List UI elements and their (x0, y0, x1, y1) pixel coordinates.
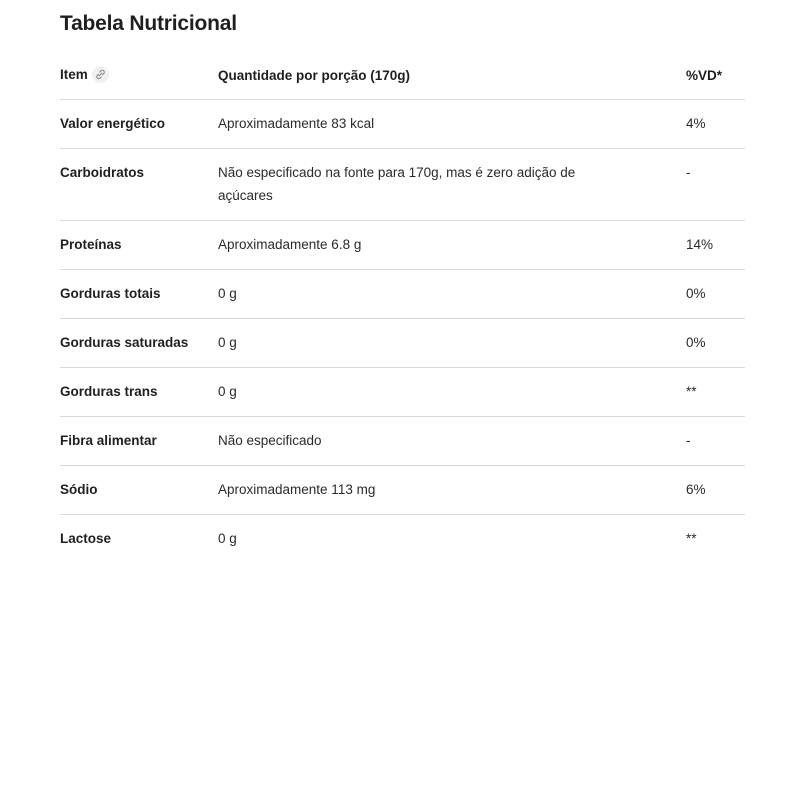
row-item-name: Lactose (60, 531, 112, 546)
row-quantity: 0 g (218, 368, 686, 417)
row-daily-value: - (686, 417, 745, 466)
row-item-name: Gorduras saturadas (60, 319, 218, 368)
row-item-name: Carboidratos (60, 149, 218, 221)
table-row (60, 515, 745, 564)
row-item-name: Gorduras totais (60, 270, 218, 319)
column-header-item (60, 52, 218, 100)
column-header-dv: %VD* (686, 52, 745, 100)
table-row (60, 100, 745, 149)
nutrition-table (60, 52, 745, 563)
table-header-row (60, 52, 745, 100)
row-item-name: Fibra alimentar (60, 417, 218, 466)
table-row (60, 417, 745, 466)
column-header-item-label: Item (60, 67, 88, 83)
row-quantity: 0 g (218, 531, 237, 546)
row-quantity: 0 g (218, 319, 686, 368)
row-quantity: Aproximadamente 6.8 g (218, 221, 686, 270)
table-row (60, 149, 745, 221)
column-header-quantity: Quantidade por porção (170g) (218, 52, 686, 100)
table-row (60, 466, 745, 515)
row-daily-value: 0% (686, 319, 745, 368)
table-row (60, 221, 745, 270)
table-row (60, 319, 745, 368)
link-icon[interactable] (92, 66, 109, 83)
row-daily-value: ** (686, 368, 745, 417)
row-daily-value: 4% (686, 100, 745, 149)
row-quantity: Aproximadamente 113 mg (218, 466, 686, 515)
row-daily-value: 14% (686, 221, 745, 270)
row-item-name: Valor energético (60, 100, 218, 149)
row-quantity: Não especificado (218, 417, 686, 466)
row-daily-value: 6% (686, 466, 745, 515)
row-quantity: 0 g (218, 270, 686, 319)
row-item-name: Gorduras trans (60, 368, 218, 417)
page-title: Tabela Nutricional (60, 12, 237, 35)
table-row (60, 368, 745, 417)
row-item-name: Sódio (60, 466, 218, 515)
row-daily-value: - (686, 149, 745, 221)
row-quantity: Não especificado na fonte para 170g, mas é zero adição de açúcares (218, 149, 686, 221)
table-row (60, 270, 745, 319)
row-quantity: Aproximadamente 83 kcal (218, 100, 686, 149)
row-daily-value: 0% (686, 270, 745, 319)
row-item-name: Proteínas (60, 221, 218, 270)
row-daily-value: ** (686, 531, 697, 546)
